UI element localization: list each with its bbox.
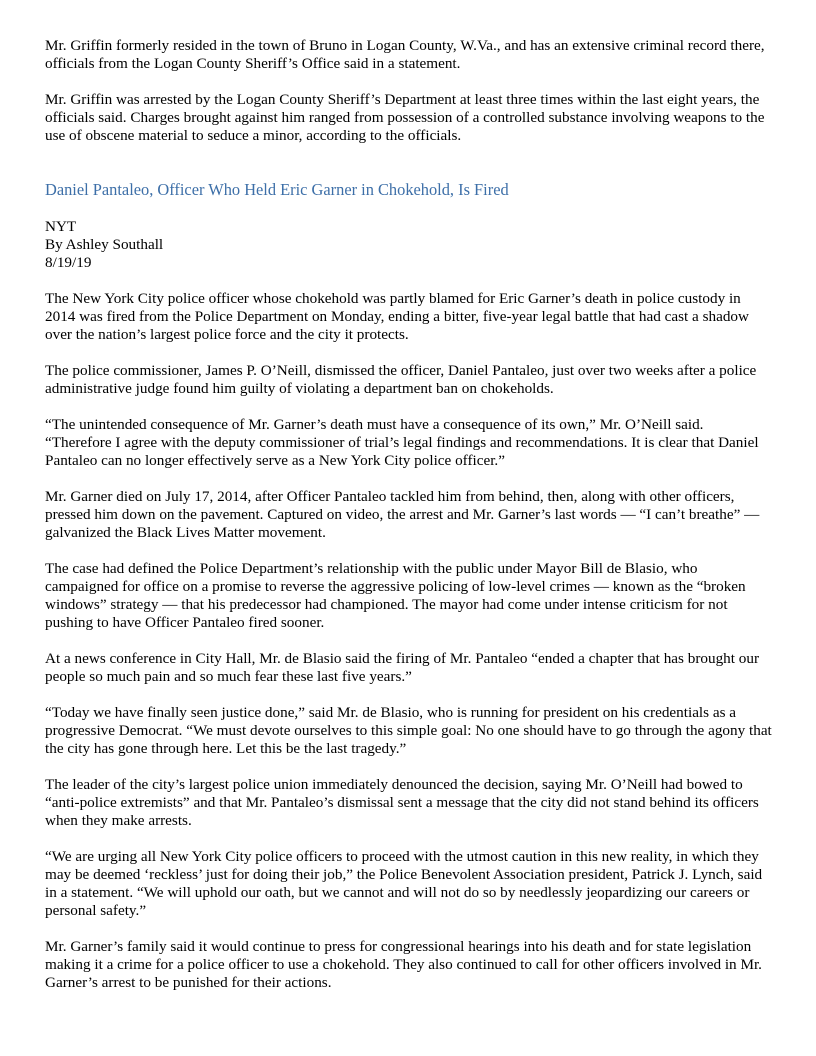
article-source: NYT	[45, 218, 77, 235]
article-paragraph: The leader of the city’s largest police union immediately denounced the decision, saying Mr. O’Neill had bowed to “anti-police extremists” and that Mr. Pantaleo’s dismissal sent a message that the city did not stand behind its officers when they make arrests.	[45, 776, 759, 829]
article-paragraph: The New York City police officer whose chokehold was partly blamed for Eric Garner’s death in police custody in 2014 was fired from the Police Department on Monday, ending a bitter, five-year legal battle that had cast a shadow over the nation’s largest police force and the city it protects.	[45, 290, 749, 343]
article-date: 8/19/19	[45, 254, 92, 271]
article-paragraph: The case had defined the Police Department’s relationship with the public under Mayor Bill de Blasio, who campaigned for office on a promise to reverse the aggressive policing of low-level crimes — known as the “broken windows” strategy — that his predecessor had championed. The mayor had come under intense criticism for not pushing to have Officer Pantaleo fired sooner.	[45, 560, 746, 631]
article-byline: By Ashley Southall	[45, 236, 164, 253]
article-paragraph: “Today we have finally seen justice done,” said Mr. de Blasio, who is running for president on his credentials as a progressive Democrat. “We must devote ourselves to this simple goal: No one should have to go through the agony that the city has gone through here. Let this be the last tragedy.”	[45, 704, 772, 757]
article-paragraph: “The unintended consequence of Mr. Garner’s death must have a consequence of its own,” Mr. O’Neill said. “Therefore I agree with the deputy commissioner of trial’s legal findings and recommendations. It is clear that Daniel Pantaleo can no longer effectively serve as a New York City police officer.”	[45, 416, 759, 469]
article-meta	[45, 218, 773, 272]
document-page	[45, 37, 773, 1010]
article-paragraph: Mr. Garner’s family said it would continue to press for congressional hearings into his death and for state legislation making it a crime for a police officer to use a chokehold. They also continued to call for other officers involved in Mr. Garner’s arrest to be punished for their actions.	[45, 938, 762, 991]
intro-paragraph: Mr. Griffin formerly resided in the town of Bruno in Logan County, W.Va., and has an extensive criminal record there, officials from the Logan County Sheriff’s Office said in a statement.	[45, 37, 765, 72]
article-paragraph: The police commissioner, James P. O’Neill, dismissed the officer, Daniel Pantaleo, just over two weeks after a police administrative judge found him guilty of violating a department ban on chokeholds.	[45, 362, 757, 397]
article-paragraph: Mr. Garner died on July 17, 2014, after Officer Pantaleo tackled him from behind, then, along with other officers, pressed him down on the pavement. Captured on video, the arrest and Mr. Garner’s last words — “I can’t breathe” — galvanized the Black Lives Matter movement.	[45, 488, 760, 541]
article-headline-link[interactable]: Daniel Pantaleo, Officer Who Held Eric Garner in Chokehold, Is Fired	[45, 180, 509, 199]
article-paragraph: “We are urging all New York City police officers to proceed with the utmost caution in this new reality, in which they may be deemed ‘reckless’ just for doing their job,” the Police Benevolent Association president, Patrick J. Lynch, said in a statement. “We will uphold our oath, but we cannot and will not do so by needlessly jeopardizing our careers or personal safety.”	[45, 848, 763, 919]
article-paragraph: At a news conference in City Hall, Mr. de Blasio said the firing of Mr. Pantaleo “ended a chapter that has brought our people so much pain and so much fear these last five years.”	[45, 650, 760, 685]
intro-paragraph: Mr. Griffin was arrested by the Logan County Sheriff’s Department at least three times within the last eight years, the officials said. Charges brought against him ranged from possession of a controlled substance involving weapons to the use of obscene material to seduce a minor, according to the officials.	[45, 91, 765, 144]
